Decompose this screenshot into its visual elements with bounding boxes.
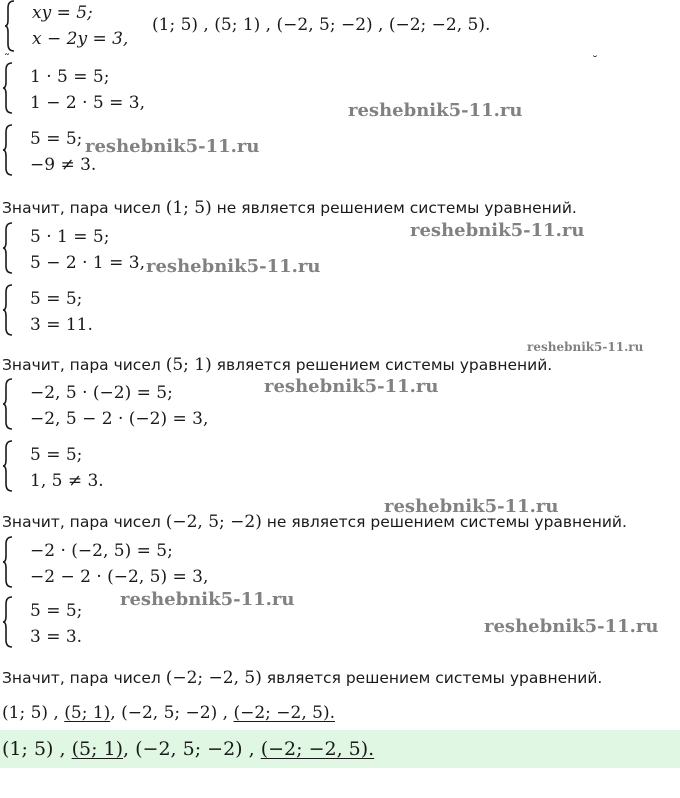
brace-icon: [2, 536, 12, 588]
equation: 1 − 2 · 5 = 3,: [30, 93, 145, 113]
equation: −2 − 2 · (−2, 5) = 3,: [30, 567, 209, 587]
header-eq1: xy = 5;: [32, 3, 93, 23]
pair-underlined: (5; 1): [64, 703, 111, 723]
tick-mark: ˘: [592, 54, 598, 68]
watermark: reshebnik5-11.ru: [384, 496, 559, 517]
equation: 5 = 5;: [30, 289, 83, 309]
tick-mark: ˜: [4, 52, 10, 66]
brace-icon: [2, 222, 12, 274]
pair: (−2, 5; −2): [121, 703, 218, 723]
equation: 3 = 3.: [30, 627, 83, 647]
brace-icon: [2, 124, 12, 176]
pair: (1; 5): [2, 738, 54, 760]
watermark: reshebnik5-11.ru: [484, 616, 659, 637]
pair: (1; 5): [2, 703, 49, 723]
pair-underlined: (5; 1): [71, 738, 124, 760]
conclusion-4: Значит, пара чисел (−2; −2, 5) является решением системы уравнений.: [2, 668, 603, 688]
watermark: reshebnik5-11.ru: [146, 256, 321, 277]
brace-icon: [2, 378, 12, 430]
equation: −2, 5 · (−2) = 5;: [30, 383, 173, 403]
equation: −2, 5 − 2 · (−2) = 3,: [30, 409, 209, 429]
equation: 5 = 5;: [30, 445, 83, 465]
watermark: reshebnik5-11.ru: [348, 100, 523, 121]
candidate: (−2, 5; −2): [276, 15, 373, 35]
brace-icon: [2, 284, 12, 336]
watermark: reshebnik5-11.ru: [264, 376, 439, 397]
brace-icon: [4, 0, 14, 52]
pair-underlined: (−2; −2, 5).: [260, 738, 375, 760]
equation: 5 − 2 · 1 = 3,: [30, 253, 145, 273]
candidate: (5; 1): [214, 15, 261, 35]
conclusion-3: Значит, пара чисел (−2, 5; −2) не является решением системы уравнений.: [2, 512, 627, 532]
pair-underlined: (−2; −2, 5).: [233, 703, 335, 723]
equation: −9 ≠ 3.: [30, 155, 97, 175]
equation: −2 · (−2, 5) = 5;: [30, 541, 173, 561]
brace-icon: [2, 62, 12, 114]
watermark: reshebnik5-11.ru: [85, 136, 260, 157]
header-candidates: (1; 5) , (5; 1) , (−2, 5; −2) , (−2; −2, 5).: [152, 15, 491, 35]
candidate: (1; 5): [152, 15, 199, 35]
header-eq2: x − 2y = 3,: [32, 29, 129, 49]
watermark: reshebnik5-11.ru: [527, 340, 644, 354]
answer-line: (1; 5) , (5; 1), (−2, 5; −2) , (−2; −2, 5).: [2, 738, 375, 760]
summary-line: (1; 5) , (5; 1), (−2, 5; −2) , (−2; −2, 5).: [2, 703, 335, 723]
equation: 1 · 5 = 5;: [30, 67, 110, 87]
pair: (−2, 5; −2): [135, 738, 243, 760]
watermark: reshebnik5-11.ru: [410, 220, 585, 241]
conclusion-2: Значит, пара чисел (5; 1) является решением системы уравнений.: [2, 355, 553, 375]
equation: 3 = 11.: [30, 315, 93, 335]
watermark: reshebnik5-11.ru: [120, 589, 295, 610]
equation: 1, 5 ≠ 3.: [30, 471, 104, 491]
conclusion-1: Значит, пара чисел (1; 5) не является решением системы уравнений.: [2, 198, 577, 218]
equation: 5 · 1 = 5;: [30, 227, 110, 247]
equation: 5 = 5;: [30, 601, 83, 621]
candidate: (−2; −2, 5).: [388, 15, 491, 35]
equation: 5 = 5;: [30, 129, 83, 149]
brace-icon: [2, 440, 12, 492]
brace-icon: [2, 596, 12, 648]
